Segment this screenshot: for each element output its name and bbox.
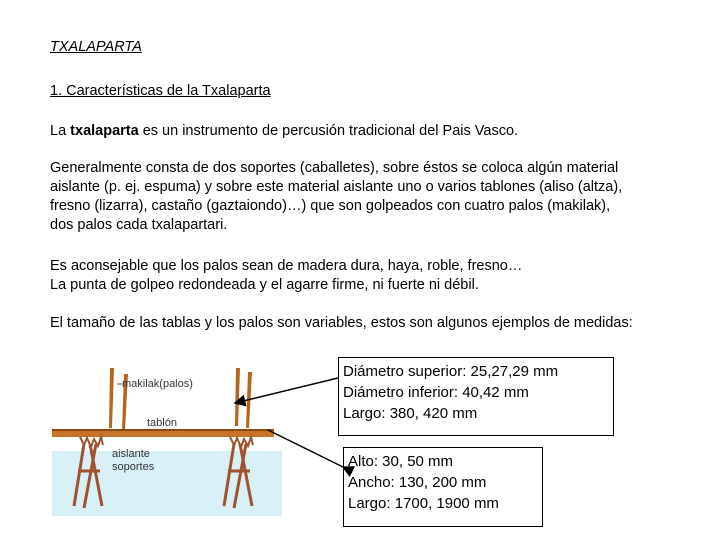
label-tabla: tablón: [147, 417, 177, 429]
intro-text-after: es un instrumento de percusión tradicional del Pais Vasco.: [138, 123, 519, 139]
description-line: Generalmente consta de dos soportes (caballetes), sobre éstos se coloca algún material: [50, 160, 619, 176]
stick-measures-box: [338, 357, 614, 436]
page-title: TXALAPARTA: [50, 39, 142, 55]
measure-line: Diámetro inferior: 40,42 mm: [343, 384, 529, 401]
section-heading: 1. Características de la Txalaparta: [50, 83, 271, 99]
paragraph-intro: [50, 122, 518, 141]
txalaparta-illustration: [52, 366, 282, 516]
intro-text-before: La: [50, 123, 71, 139]
measure-line: Alto: 30, 50 mm: [348, 453, 454, 470]
paragraph-advice: [50, 257, 522, 295]
measure-line: Largo: 1700, 1900 mm: [348, 495, 499, 512]
measure-line: Diámetro superior: 25,27,29 mm: [343, 363, 559, 380]
board-edge: [52, 429, 274, 431]
label-makilak: makilak(palos): [122, 378, 193, 390]
measure-line: Largo: 380, 420 mm: [343, 405, 478, 422]
advice-line: Es aconsejable que los palos sean de madera dura, haya, roble, fresno…: [50, 258, 523, 274]
intro-bold-term: txalaparta: [70, 123, 139, 139]
description-line: aislante (p. ej. espuma) y sobre este material aislante uno o varios tablones (aliso (altza),: [50, 179, 623, 195]
label-soportes: soportes: [112, 461, 155, 473]
paragraph-description: [50, 159, 622, 235]
advice-line: La punta de golpeo redondeada y el agarre firme, ni fuerte ni débil.: [50, 277, 479, 293]
measure-line: Ancho: 130, 200 mm: [348, 474, 487, 491]
paragraph-sizes: El tamaño de las tablas y los palos son variables, estos son algunos ejemplos de medidas:: [50, 315, 633, 331]
description-line: dos palos cada txalapartari.: [50, 217, 228, 233]
label-aislante: aislante: [112, 448, 150, 460]
description-line: fresno (lizarra), castaño (gaztaiondo)…) que son golpeados con cuatro palos (makilak),: [50, 198, 611, 214]
board-measures-box: [343, 447, 543, 527]
